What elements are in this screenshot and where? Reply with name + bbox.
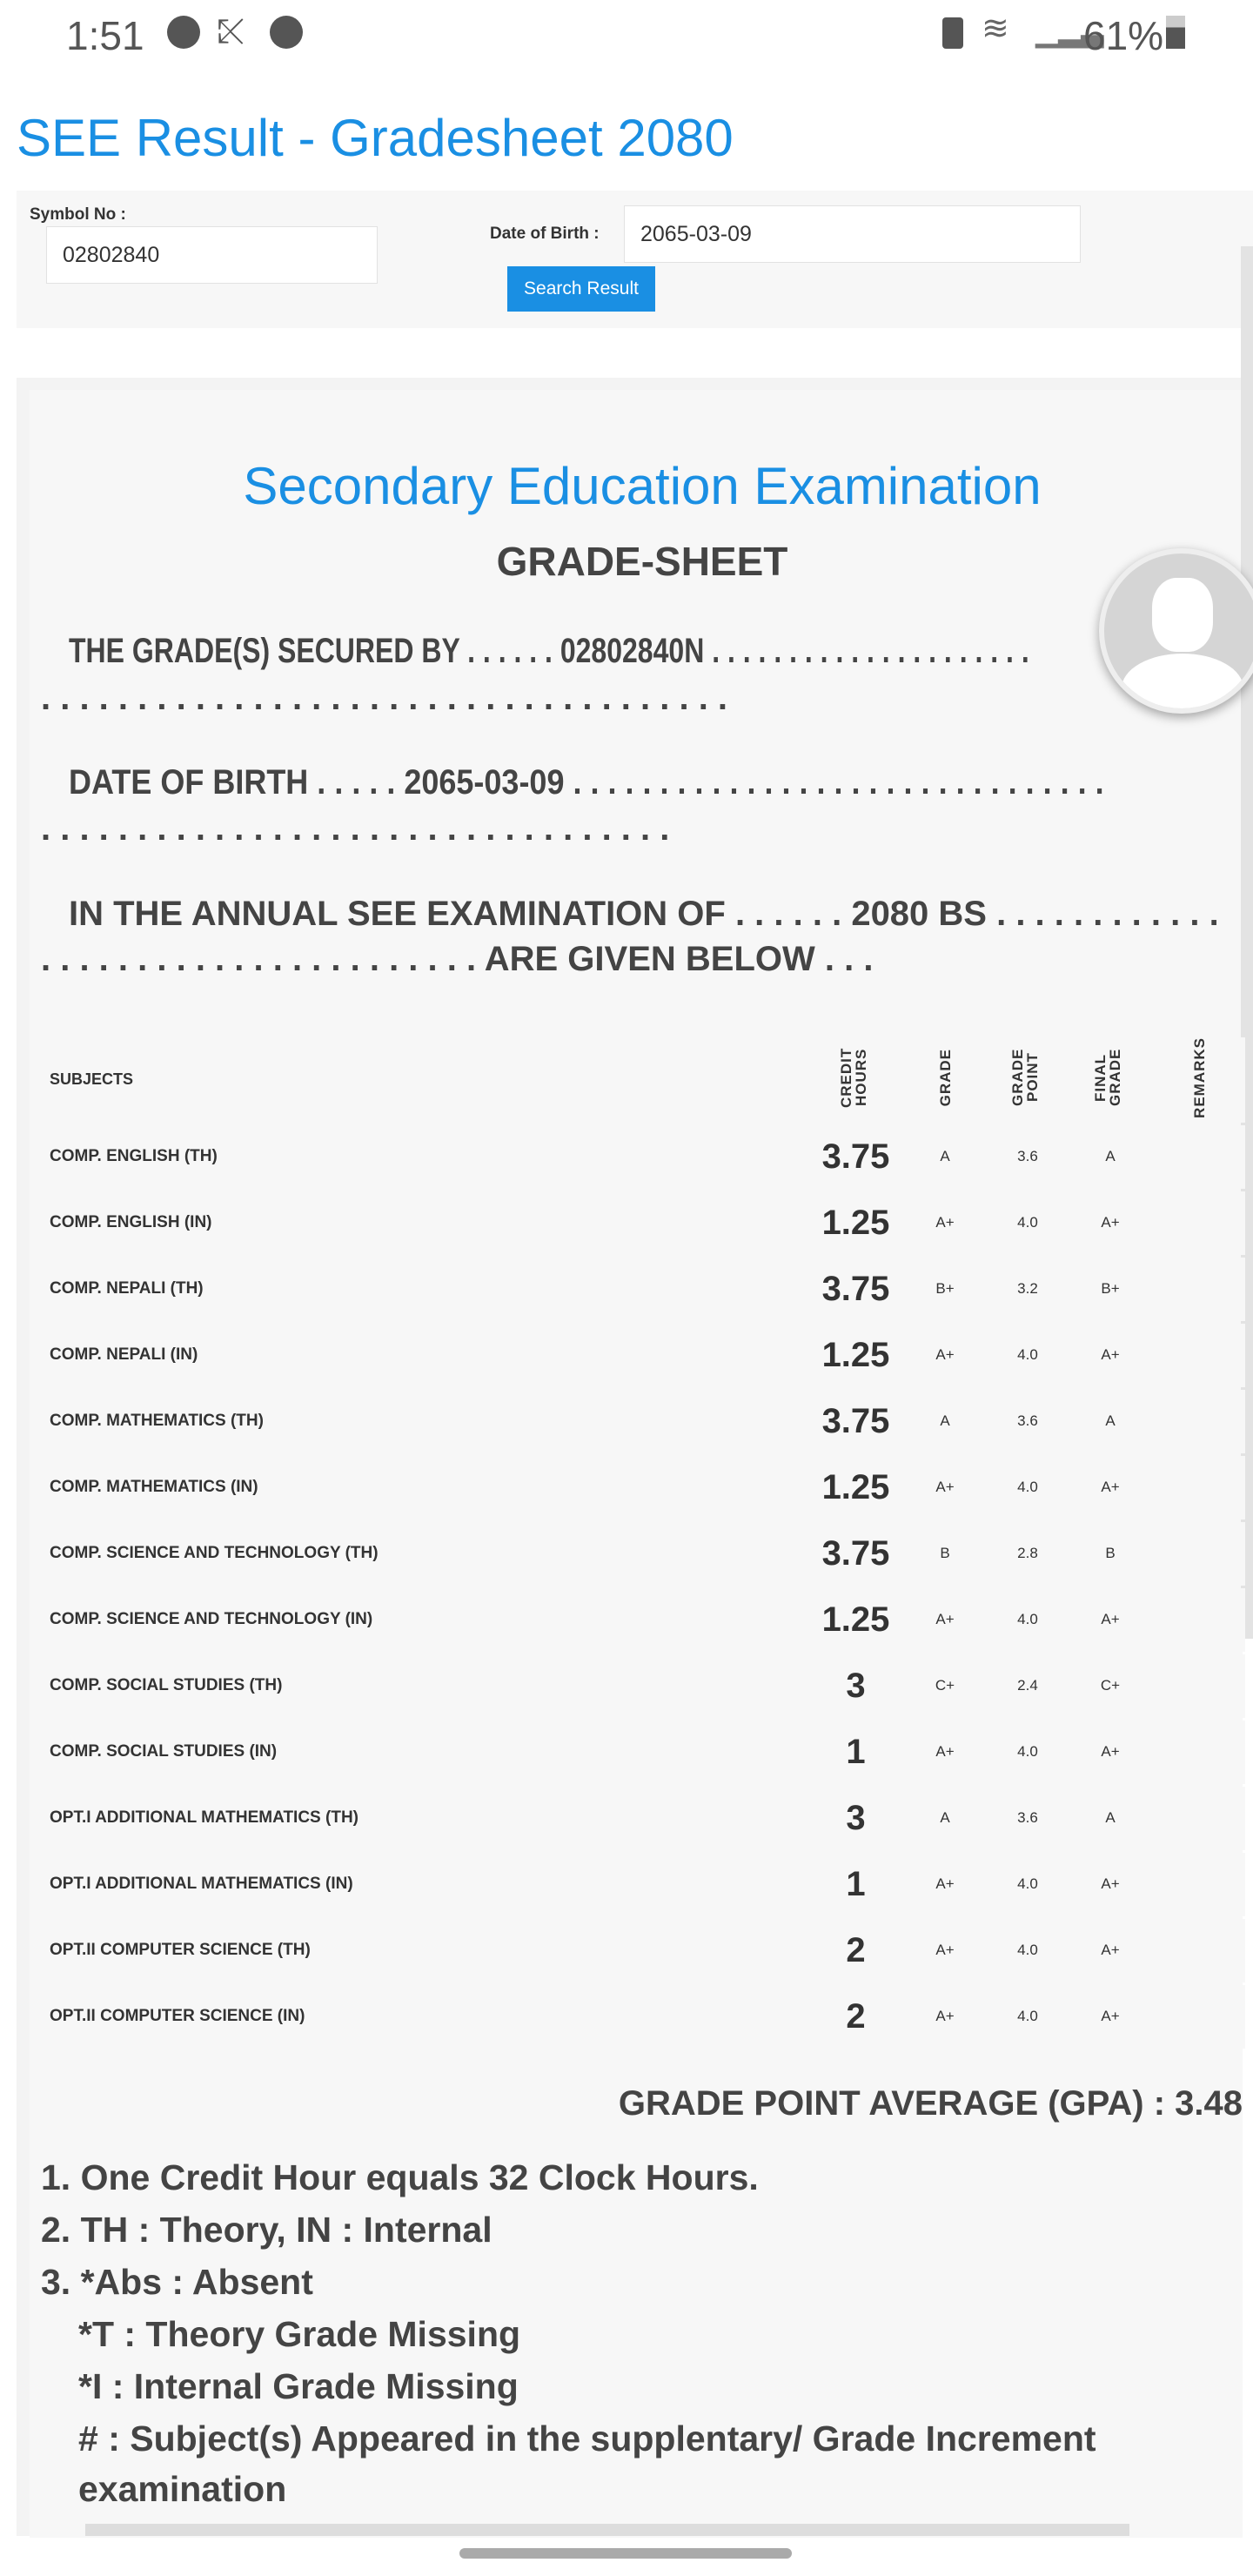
person-head-icon <box>1152 578 1213 652</box>
note-3: 3. *Abs : Absent <box>41 2262 313 2302</box>
grade-cell: A <box>905 1125 985 1189</box>
credit-hours-cell: 2 <box>809 1919 902 1982</box>
note-2: 2. TH : Theory, IN : Internal <box>41 2210 492 2250</box>
final-grade-cell: B <box>1070 1522 1150 1586</box>
final-grade-cell: A+ <box>1070 1919 1150 1982</box>
credit-hours-cell: 3.75 <box>809 1125 902 1189</box>
header-remarks: REMARKS <box>1153 1037 1245 1123</box>
remarks-cell <box>1153 1588 1245 1652</box>
grade-cell: A+ <box>905 1588 985 1652</box>
symbol-label: Symbol No : <box>30 205 126 224</box>
subject-cell: COMP. MATHEMATICS (TH) <box>32 1390 807 1453</box>
grade-point-cell: 4.0 <box>988 1919 1068 1982</box>
credit-hours-cell: 1.25 <box>809 1456 902 1519</box>
subject-cell: COMP. SOCIAL STUDIES (IN) <box>32 1721 807 1784</box>
student-photo-avatar <box>1099 548 1253 714</box>
grade-point-cell: 4.0 <box>988 1191 1068 1255</box>
credit-hours-cell: 1 <box>809 1721 902 1784</box>
header-grade: GRADE <box>905 1037 985 1123</box>
note-theory-missing: *T : Theory Grade Missing <box>78 2314 521 2354</box>
remarks-cell <box>1153 1390 1245 1453</box>
final-grade-cell: A+ <box>1070 1456 1150 1519</box>
credit-hours-cell: 3 <box>809 1654 902 1718</box>
grade-cell: A <box>905 1787 985 1850</box>
subject-cell: OPT.II COMPUTER SCIENCE (IN) <box>32 1985 807 2049</box>
remarks-cell <box>1153 1985 1245 2049</box>
final-grade-cell: B+ <box>1070 1258 1150 1321</box>
horizontal-scrollbar[interactable] <box>85 2524 1129 2536</box>
note-1: 1. One Credit Hour equals 32 Clock Hours. <box>41 2157 759 2197</box>
remarks-cell <box>1153 1853 1245 1916</box>
table-header-row <box>32 1037 1245 1123</box>
grade-point-cell: 4.0 <box>988 1985 1068 2049</box>
credit-hours-cell: 1.25 <box>809 1588 902 1652</box>
signal-icon: ▁▂▃ <box>1035 15 1104 48</box>
final-grade-cell: A <box>1070 1787 1150 1850</box>
dob-label: Date of Birth : <box>490 225 600 243</box>
subject-cell: COMP. SCIENCE AND TECHNOLOGY (TH) <box>32 1522 807 1586</box>
grade-point-cell: 3.2 <box>988 1258 1068 1321</box>
secured-dots: . . . . . . . . . . . . . . . . . . . . . . . . . . . . . . . . . . . . <box>41 679 728 717</box>
subject-cell: COMP. MATHEMATICS (IN) <box>32 1456 807 1519</box>
grade-cell: B+ <box>905 1258 985 1321</box>
table-row <box>32 1191 1245 1255</box>
missed-call-icon: ⤪ <box>218 12 245 50</box>
final-grade-cell: A+ <box>1070 1324 1150 1387</box>
final-grade-cell: A+ <box>1070 1853 1150 1916</box>
final-grade-cell: A <box>1070 1125 1150 1189</box>
credit-hours-cell: 3 <box>809 1787 902 1850</box>
dob-line: DATE OF BIRTH . . . . . 2065-03-09 . . . . . . . . . . . . . . . . . . . . . . . . . . . . . . . <box>69 763 1104 802</box>
header-final-grade: FINAL GRADE <box>1070 1037 1150 1123</box>
subject-cell: COMP. SOCIAL STUDIES (TH) <box>32 1654 807 1718</box>
grade-point-cell: 4.0 <box>988 1588 1068 1652</box>
subject-cell: OPT.I ADDITIONAL MATHEMATICS (TH) <box>32 1787 807 1850</box>
remarks-cell <box>1153 1787 1245 1850</box>
exam-title: Secondary Education Examination <box>243 457 1042 515</box>
grade-cell: A+ <box>905 1324 985 1387</box>
note-supplementary: # : Subject(s) Appeared in the supplentary/ Grade Increment <box>78 2418 1096 2459</box>
subject-cell: OPT.II COMPUTER SCIENCE (TH) <box>32 1919 807 1982</box>
grade-cell: A+ <box>905 1919 985 1982</box>
grade-cell: A+ <box>905 1456 985 1519</box>
note-supplementary-cont: examination <box>78 2469 287 2509</box>
subject-cell: OPT.I ADDITIONAL MATHEMATICS (IN) <box>32 1853 807 1916</box>
remarks-cell <box>1153 1125 1245 1189</box>
person-body-icon <box>1122 654 1243 714</box>
grade-cell: A <box>905 1390 985 1453</box>
wifi-icon: ≋ <box>982 10 1009 47</box>
grade-point-cell: 4.0 <box>988 1456 1068 1519</box>
symbol-input[interactable]: 02802840 <box>46 226 378 284</box>
remarks-cell <box>1153 1919 1245 1982</box>
page-title: SEE Result - Gradesheet 2080 <box>17 109 734 167</box>
battery-percent: 61% <box>1083 13 1164 58</box>
subject-cell: COMP. NEPALI (TH) <box>32 1258 807 1321</box>
remarks-cell <box>1153 1191 1245 1255</box>
status-bar <box>0 0 1253 70</box>
battery-icon <box>1166 16 1185 49</box>
grade-point-cell: 4.0 <box>988 1721 1068 1784</box>
table-row <box>32 1654 1245 1718</box>
credit-hours-cell: 1.25 <box>809 1324 902 1387</box>
grades-table <box>30 1035 1248 2051</box>
credit-hours-cell: 1.25 <box>809 1191 902 1255</box>
subject-cell: COMP. SCIENCE AND TECHNOLOGY (IN) <box>32 1588 807 1652</box>
credit-hours-cell: 3.75 <box>809 1522 902 1586</box>
grade-point-cell: 2.4 <box>988 1654 1068 1718</box>
table-row <box>32 1390 1245 1453</box>
grade-point-cell: 4.0 <box>988 1324 1068 1387</box>
grade-point-cell: 3.6 <box>988 1390 1068 1453</box>
grade-point-cell: 4.0 <box>988 1853 1068 1916</box>
dob-dots: . . . . . . . . . . . . . . . . . . . . . . . . . . . . . . . . . <box>41 809 670 848</box>
final-grade-cell: A+ <box>1070 1191 1150 1255</box>
subject-cell: COMP. ENGLISH (IN) <box>32 1191 807 1255</box>
note-internal-missing: *I : Internal Grade Missing <box>78 2366 519 2406</box>
exam-line-2: . . . . . . . . . . . . . . . . . . . . . . . ARE GIVEN BELOW . . . <box>41 940 874 978</box>
final-grade-cell: A+ <box>1070 1721 1150 1784</box>
grade-cell: B <box>905 1522 985 1586</box>
credit-hours-cell: 3.75 <box>809 1258 902 1321</box>
subject-cell: COMP. ENGLISH (TH) <box>32 1125 807 1189</box>
header-grade-point: GRADE POINT <box>988 1037 1068 1123</box>
remarks-cell <box>1153 1456 1245 1519</box>
status-time: 1:51 <box>66 13 144 58</box>
grade-cell: A+ <box>905 1721 985 1784</box>
table-row <box>32 1324 1245 1387</box>
table-row <box>32 1522 1245 1586</box>
grade-point-cell: 3.6 <box>988 1787 1068 1850</box>
grade-point-cell: 2.8 <box>988 1522 1068 1586</box>
home-gesture-handle[interactable] <box>459 2548 792 2559</box>
dob-input[interactable]: 2065-03-09 <box>624 205 1081 263</box>
table-row <box>32 1258 1245 1321</box>
final-grade-cell: A <box>1070 1390 1150 1453</box>
table-row <box>32 1588 1245 1652</box>
table-row <box>32 1853 1245 1916</box>
table-row <box>32 1919 1245 1982</box>
grade-cell: C+ <box>905 1654 985 1718</box>
table-row <box>32 1456 1245 1519</box>
grade-cell: A+ <box>905 1853 985 1916</box>
credit-hours-cell: 1 <box>809 1853 902 1916</box>
gpa-summary: GRADE POINT AVERAGE (GPA) : 3.48 <box>618 2084 1243 2123</box>
table-row <box>32 1721 1245 1784</box>
header-subjects: SUBJECTS <box>32 1037 807 1123</box>
battery-saver-icon <box>942 17 963 49</box>
final-grade-cell: C+ <box>1070 1654 1150 1718</box>
remarks-cell <box>1153 1721 1245 1784</box>
secured-by-line: THE GRADE(S) SECURED BY . . . . . . 02802840N . . . . . . . . . . . . . . . . . . . . . <box>69 632 1029 670</box>
credit-hours-cell: 2 <box>809 1985 902 2049</box>
remarks-cell <box>1153 1324 1245 1387</box>
final-grade-cell: A+ <box>1070 1985 1150 2049</box>
remarks-cell <box>1153 1258 1245 1321</box>
grade-point-cell: 3.6 <box>988 1125 1068 1189</box>
gradesheet-title: GRADE-SHEET <box>496 539 788 584</box>
grade-cell: A+ <box>905 1191 985 1255</box>
messenger-icon <box>167 16 200 49</box>
table-row <box>32 1787 1245 1850</box>
remarks-cell <box>1153 1654 1245 1718</box>
remarks-cell <box>1153 1522 1245 1586</box>
subject-cell: COMP. NEPALI (IN) <box>32 1324 807 1387</box>
credit-hours-cell: 3.75 <box>809 1390 902 1453</box>
header-credit-hours: CREDIT HOURS <box>809 1037 902 1123</box>
exam-line: IN THE ANNUAL SEE EXAMINATION OF . . . . . . 2080 BS . . . . . . . . . . . . <box>69 895 1219 933</box>
grade-cell: A+ <box>905 1985 985 2049</box>
search-result-button[interactable]: Search Result <box>507 266 655 312</box>
table-row <box>32 1125 1245 1189</box>
final-grade-cell: A+ <box>1070 1588 1150 1652</box>
account-icon <box>270 16 303 49</box>
table-row <box>32 1985 1245 2049</box>
